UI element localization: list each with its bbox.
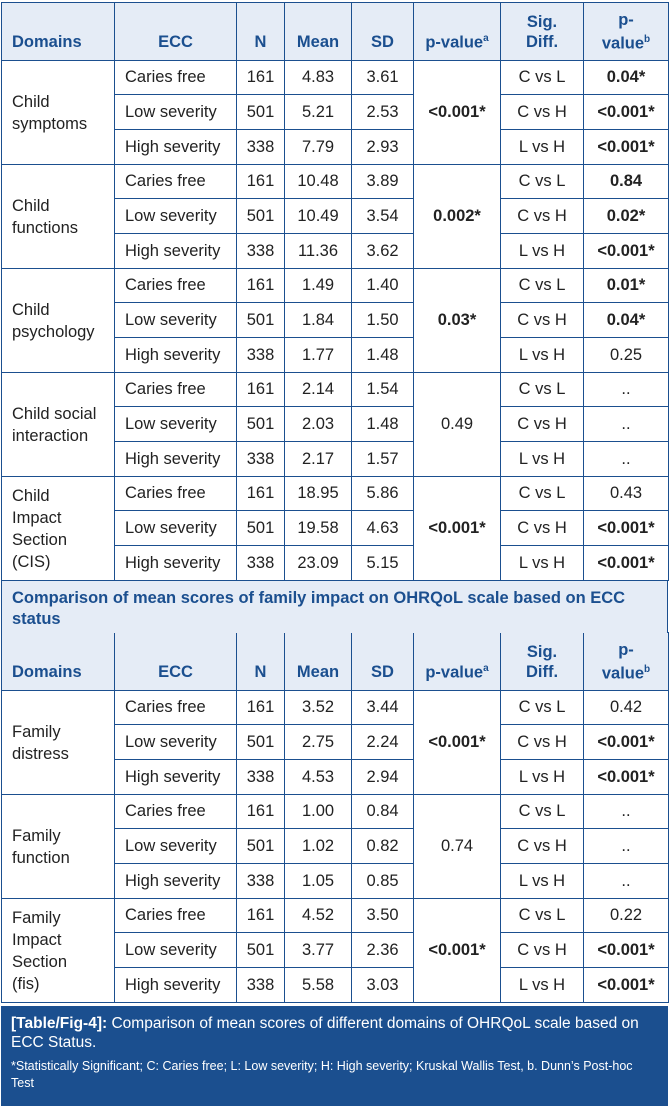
ecc-cell: Low severity	[115, 829, 237, 864]
sd-cell: 3.89	[352, 165, 414, 199]
ecc-cell: Caries free	[115, 899, 237, 933]
n-cell: 161	[237, 269, 285, 303]
header-p-value-sup: a	[483, 32, 489, 44]
header-p2-line1: p-	[618, 640, 634, 659]
sig-diff-cell: L vs H	[501, 234, 584, 269]
n-cell: 501	[237, 407, 285, 442]
domain-name	[2, 61, 115, 165]
sd-cell: 5.15	[352, 546, 414, 581]
domain-name	[2, 269, 115, 373]
posthoc-p-value-cell: <0.001*	[584, 968, 669, 1003]
sig-diff-cell: L vs H	[501, 546, 584, 581]
mean-cell: 2.17	[285, 442, 352, 477]
header-p2-sup: b	[644, 663, 651, 675]
domain-name	[2, 165, 115, 269]
n-cell: 161	[237, 165, 285, 199]
header-posthoc-p-value	[584, 3, 669, 61]
ecc-cell: High severity	[115, 234, 237, 269]
mean-cell: 3.77	[285, 933, 352, 968]
ecc-cell: Caries free	[115, 373, 237, 407]
posthoc-p-value-cell: ..	[584, 373, 669, 407]
header-sd: SD	[352, 633, 414, 691]
domain-name-line: Family	[12, 908, 61, 927]
domain-name-line: symptoms	[12, 114, 88, 133]
n-cell: 501	[237, 511, 285, 546]
caption-footnote: *Statistically Significant; C: Caries free; L: Low severity; H: High severity; Kruskal Wallis Test, b. Dunn’s Post-hoc Test	[11, 1059, 633, 1090]
posthoc-p-value-cell: ..	[584, 795, 669, 829]
domain-name-line: Child social	[12, 404, 97, 423]
sd-cell: 3.61	[352, 61, 414, 95]
ecc-cell: High severity	[115, 546, 237, 581]
kruskal-p-value-cell: <0.001*	[414, 477, 501, 581]
sd-cell: 2.93	[352, 130, 414, 165]
ecc-cell: Low severity	[115, 511, 237, 546]
header-p-value	[414, 3, 501, 61]
domain-name-line: interaction	[12, 426, 89, 445]
table-row	[2, 691, 669, 725]
ecc-cell: Caries free	[115, 795, 237, 829]
kruskal-p-value-cell: <0.001*	[414, 691, 501, 795]
mean-cell: 1.77	[285, 338, 352, 373]
posthoc-p-value-cell: 0.22	[584, 899, 669, 933]
posthoc-p-value-cell: ..	[584, 829, 669, 864]
n-cell: 501	[237, 199, 285, 234]
domain-name-line: Child	[12, 486, 50, 505]
header-ecc: ECC	[115, 3, 237, 61]
mean-cell: 2.14	[285, 373, 352, 407]
domain-name-line: Section	[12, 952, 68, 971]
header-p2-line2-wrap	[584, 30, 668, 54]
posthoc-p-value-cell: 0.04*	[584, 303, 669, 338]
header-mean: Mean	[285, 3, 352, 61]
n-cell: 338	[237, 338, 285, 373]
domain-name-line: functions	[12, 218, 79, 237]
posthoc-p-value-cell: ..	[584, 442, 669, 477]
ecc-cell: Low severity	[115, 199, 237, 234]
n-cell: 501	[237, 725, 285, 760]
domain-name	[2, 899, 115, 1003]
sig-diff-cell: L vs H	[501, 130, 584, 165]
domain-name-line: (fis)	[12, 974, 40, 993]
ecc-cell: High severity	[115, 130, 237, 165]
ecc-cell: Caries free	[115, 165, 237, 199]
mean-cell: 3.52	[285, 691, 352, 725]
sd-cell: 2.36	[352, 933, 414, 968]
mean-cell: 4.83	[285, 61, 352, 95]
mean-cell: 5.21	[285, 95, 352, 130]
ecc-cell: High severity	[115, 864, 237, 899]
sd-cell: 1.48	[352, 407, 414, 442]
header-p-value-text: p-value	[425, 33, 484, 51]
mean-cell: 2.03	[285, 407, 352, 442]
mean-cell: 1.49	[285, 269, 352, 303]
caption-text: Comparison of mean scores of different domains of OHRQoL scale based on ECC Status.	[11, 1015, 639, 1051]
table-row	[2, 899, 669, 933]
mean-cell: 1.00	[285, 795, 352, 829]
family-header-row	[2, 633, 669, 691]
table-row	[2, 61, 669, 95]
table-row	[2, 477, 669, 511]
mean-cell: 1.02	[285, 829, 352, 864]
sd-cell: 1.54	[352, 373, 414, 407]
ecc-cell: Low severity	[115, 95, 237, 130]
domain-name-line: Family	[12, 722, 61, 741]
header-p2-line2-wrap	[584, 660, 668, 684]
sd-cell: 0.82	[352, 829, 414, 864]
sd-cell: 2.94	[352, 760, 414, 795]
section-title: Comparison of mean scores of family impact on OHRQoL scale based on ECC status	[1, 581, 668, 633]
kruskal-p-value-cell: <0.001*	[414, 61, 501, 165]
sig-diff-cell: C vs L	[501, 691, 584, 725]
domain-name-line: Impact	[12, 930, 62, 949]
domain-name-line: Child	[12, 196, 50, 215]
caption-main	[11, 1014, 658, 1052]
n-cell: 161	[237, 373, 285, 407]
n-cell: 338	[237, 546, 285, 581]
domain-name	[2, 373, 115, 477]
table-row	[2, 269, 669, 303]
domain-name	[2, 477, 115, 581]
posthoc-p-value-cell: ..	[584, 864, 669, 899]
mean-cell: 11.36	[285, 234, 352, 269]
posthoc-p-value-cell: <0.001*	[584, 546, 669, 581]
n-cell: 161	[237, 795, 285, 829]
domain-name-line: Family	[12, 826, 61, 845]
n-cell: 161	[237, 691, 285, 725]
posthoc-p-value-cell: <0.001*	[584, 130, 669, 165]
kruskal-p-value-cell: 0.002*	[414, 165, 501, 269]
mean-cell: 7.79	[285, 130, 352, 165]
mean-cell: 2.75	[285, 725, 352, 760]
sd-cell: 0.85	[352, 864, 414, 899]
header-sig-diff	[501, 3, 584, 61]
mean-cell: 4.52	[285, 899, 352, 933]
domain-name-line: distress	[12, 744, 69, 763]
ecc-cell: Caries free	[115, 691, 237, 725]
sd-cell: 4.63	[352, 511, 414, 546]
header-sig-diff	[501, 633, 584, 691]
header-p-value	[414, 633, 501, 691]
n-cell: 338	[237, 442, 285, 477]
n-cell: 338	[237, 968, 285, 1003]
ecc-cell: High severity	[115, 968, 237, 1003]
header-mean: Mean	[285, 633, 352, 691]
ecc-cell: High severity	[115, 760, 237, 795]
posthoc-p-value-cell: <0.001*	[584, 511, 669, 546]
sd-cell: 1.50	[352, 303, 414, 338]
posthoc-p-value-cell: <0.001*	[584, 95, 669, 130]
header-p-value-text: p-value	[425, 663, 484, 681]
sig-diff-cell: C vs H	[501, 511, 584, 546]
header-sig-line1: Sig.	[526, 642, 558, 661]
sig-diff-cell: C vs L	[501, 373, 584, 407]
sig-diff-cell: L vs H	[501, 338, 584, 373]
header-sig-line2: Diff.	[525, 662, 559, 681]
header-n: N	[237, 3, 285, 61]
n-cell: 161	[237, 61, 285, 95]
sig-diff-cell: L vs H	[501, 968, 584, 1003]
domain-name	[2, 691, 115, 795]
sig-diff-cell: C vs H	[501, 199, 584, 234]
sig-diff-cell: C vs L	[501, 165, 584, 199]
sd-cell: 5.86	[352, 477, 414, 511]
n-cell: 338	[237, 760, 285, 795]
mean-cell: 10.49	[285, 199, 352, 234]
kruskal-p-value-cell: 0.03*	[414, 269, 501, 373]
domain-name	[2, 795, 115, 899]
kruskal-p-value-cell: 0.74	[414, 795, 501, 899]
mean-cell: 10.48	[285, 165, 352, 199]
caption-label: [Table/Fig-4]:	[11, 1015, 108, 1032]
sd-cell: 3.54	[352, 199, 414, 234]
n-cell: 161	[237, 899, 285, 933]
sig-diff-cell: C vs L	[501, 61, 584, 95]
posthoc-p-value-cell: 0.04*	[584, 61, 669, 95]
domain-name-line: Child	[12, 300, 50, 319]
sig-diff-cell: C vs L	[501, 795, 584, 829]
domain-name-line: psychology	[12, 322, 95, 341]
kruskal-p-value-cell: 0.49	[414, 373, 501, 477]
header-posthoc-p-value	[584, 633, 669, 691]
ecc-cell: Low severity	[115, 303, 237, 338]
posthoc-p-value-cell: <0.001*	[584, 760, 669, 795]
n-cell: 501	[237, 933, 285, 968]
domain-name-line: Section	[12, 530, 68, 549]
child-impact-table	[1, 2, 669, 581]
header-domains: Domains	[2, 633, 115, 691]
mean-cell: 18.95	[285, 477, 352, 511]
n-cell: 338	[237, 864, 285, 899]
kruskal-p-value-cell: <0.001*	[414, 899, 501, 1003]
domain-name-line: (CIS)	[12, 552, 51, 571]
n-cell: 501	[237, 829, 285, 864]
ecc-cell: Caries free	[115, 269, 237, 303]
table-row	[2, 165, 669, 199]
posthoc-p-value-cell: 0.01*	[584, 269, 669, 303]
mean-cell: 5.58	[285, 968, 352, 1003]
sd-cell: 3.62	[352, 234, 414, 269]
sd-cell: 1.40	[352, 269, 414, 303]
sig-diff-cell: C vs H	[501, 933, 584, 968]
posthoc-p-value-cell: 0.42	[584, 691, 669, 725]
sd-cell: 1.48	[352, 338, 414, 373]
header-p-value-sup: a	[483, 662, 489, 674]
table-row	[2, 373, 669, 407]
sd-cell: 2.24	[352, 725, 414, 760]
posthoc-p-value-cell: 0.25	[584, 338, 669, 373]
header-p2-line2: value	[601, 664, 645, 683]
ecc-cell: Low severity	[115, 725, 237, 760]
header-ecc: ECC	[115, 633, 237, 691]
sd-cell: 3.44	[352, 691, 414, 725]
domain-name-line: function	[12, 848, 70, 867]
ecc-cell: High severity	[115, 338, 237, 373]
header-n: N	[237, 633, 285, 691]
posthoc-p-value-cell: 0.02*	[584, 199, 669, 234]
header-p2-sup: b	[644, 33, 651, 45]
child-header-row	[2, 3, 669, 61]
n-cell: 501	[237, 95, 285, 130]
mean-cell: 1.84	[285, 303, 352, 338]
posthoc-p-value-cell: <0.001*	[584, 234, 669, 269]
domain-name-line: Child	[12, 92, 50, 111]
sig-diff-cell: C vs L	[501, 899, 584, 933]
posthoc-p-value-cell: 0.43	[584, 477, 669, 511]
table-caption	[1, 1006, 668, 1106]
n-cell: 501	[237, 303, 285, 338]
posthoc-p-value-cell: <0.001*	[584, 933, 669, 968]
sd-cell: 1.57	[352, 442, 414, 477]
mean-cell: 23.09	[285, 546, 352, 581]
posthoc-p-value-cell: <0.001*	[584, 725, 669, 760]
posthoc-p-value-cell: ..	[584, 407, 669, 442]
table-row	[2, 795, 669, 829]
n-cell: 161	[237, 477, 285, 511]
ecc-cell: Caries free	[115, 61, 237, 95]
ecc-cell: High severity	[115, 442, 237, 477]
sig-diff-cell: L vs H	[501, 760, 584, 795]
sig-diff-cell: C vs L	[501, 477, 584, 511]
sig-diff-cell: C vs L	[501, 269, 584, 303]
sig-diff-cell: C vs H	[501, 829, 584, 864]
sd-cell: 2.53	[352, 95, 414, 130]
sd-cell: 3.03	[352, 968, 414, 1003]
ecc-cell: Low severity	[115, 407, 237, 442]
header-sig-line2: Diff.	[525, 32, 559, 51]
sd-cell: 3.50	[352, 899, 414, 933]
header-domains: Domains	[2, 3, 115, 61]
n-cell: 338	[237, 130, 285, 165]
sig-diff-cell: L vs H	[501, 442, 584, 477]
mean-cell: 19.58	[285, 511, 352, 546]
posthoc-p-value-cell: 0.84	[584, 165, 669, 199]
sig-diff-cell: C vs H	[501, 303, 584, 338]
n-cell: 338	[237, 234, 285, 269]
header-p2-line2: value	[601, 34, 645, 53]
header-sd: SD	[352, 3, 414, 61]
sig-diff-cell: C vs H	[501, 725, 584, 760]
mean-cell: 4.53	[285, 760, 352, 795]
ecc-cell: Low severity	[115, 933, 237, 968]
sd-cell: 0.84	[352, 795, 414, 829]
sig-diff-cell: C vs H	[501, 95, 584, 130]
family-impact-table	[1, 632, 669, 1003]
header-p2-line1: p-	[618, 10, 634, 29]
header-sig-line1: Sig.	[526, 12, 558, 31]
sig-diff-cell: C vs H	[501, 407, 584, 442]
sig-diff-cell: L vs H	[501, 864, 584, 899]
ecc-cell: Caries free	[115, 477, 237, 511]
mean-cell: 1.05	[285, 864, 352, 899]
domain-name-line: Impact	[12, 508, 62, 527]
